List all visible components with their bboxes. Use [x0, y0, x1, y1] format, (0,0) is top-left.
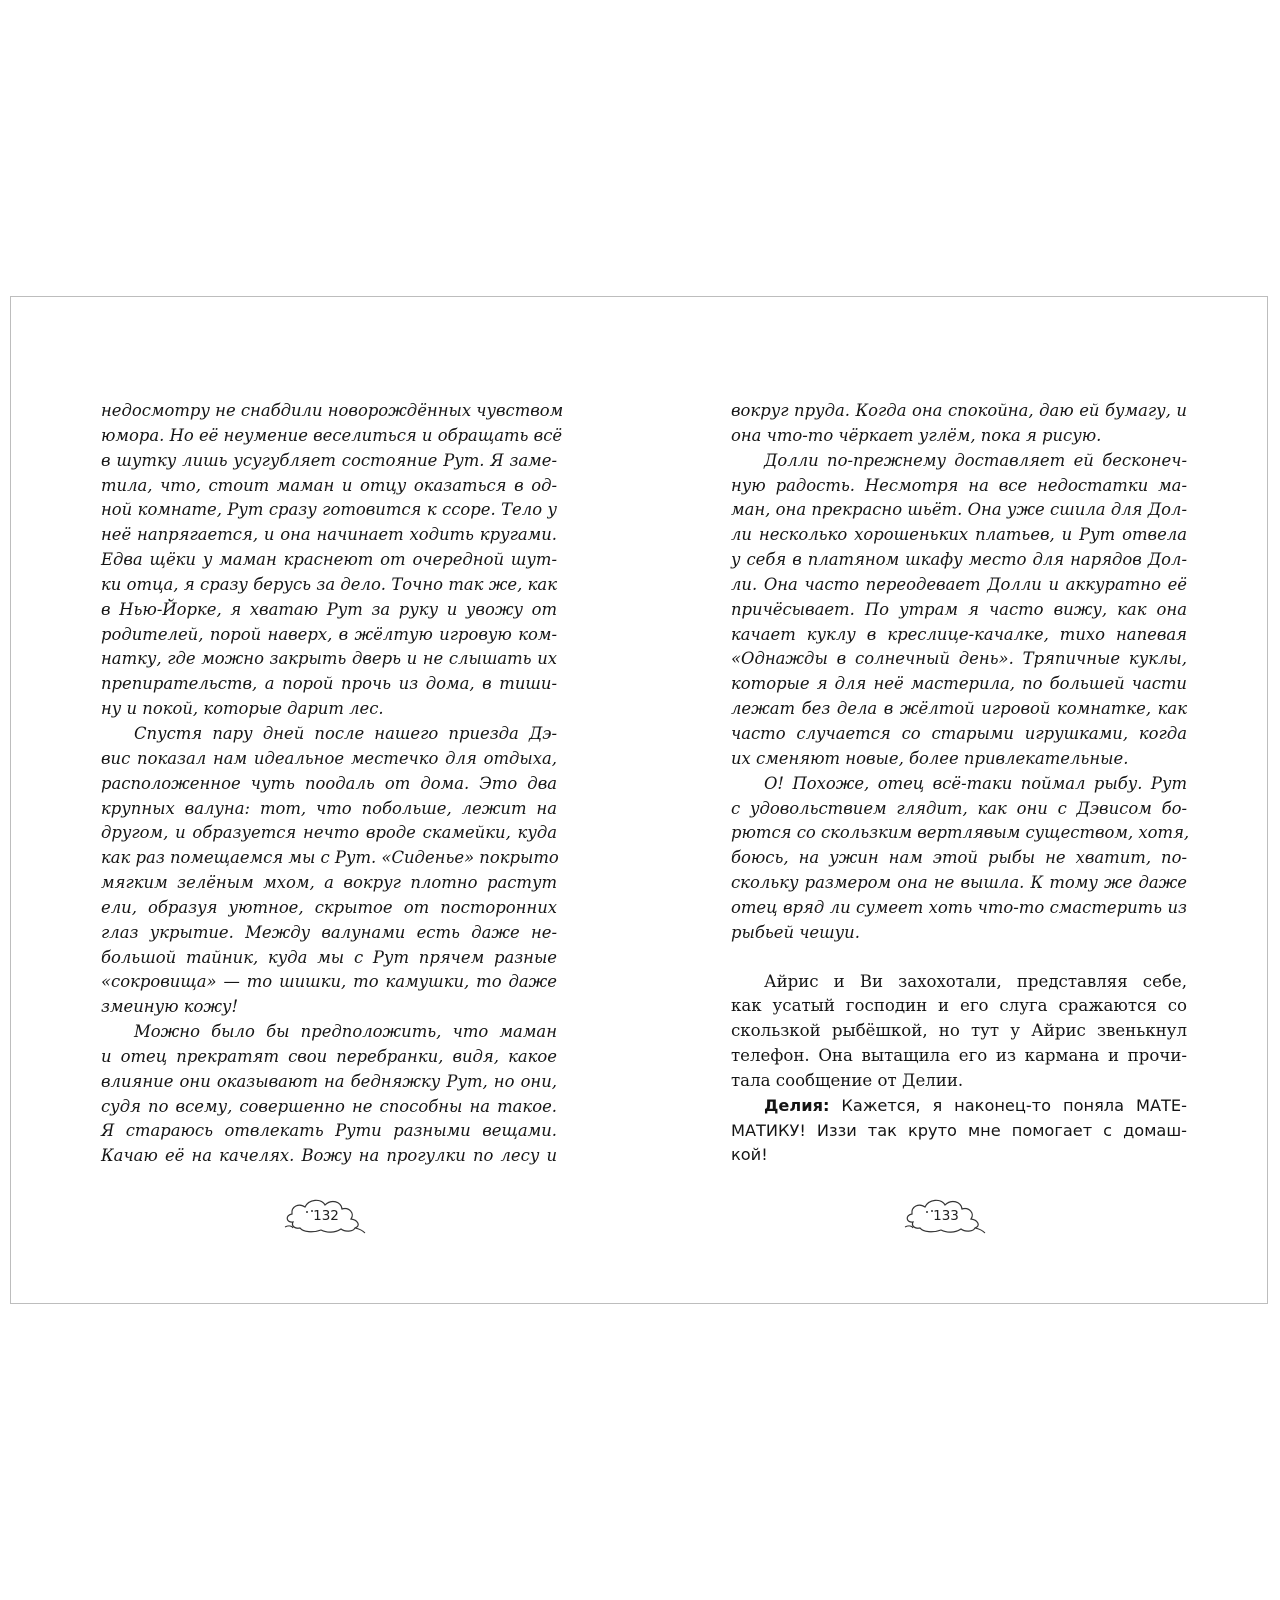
- page-number-ornament: [903, 1195, 989, 1237]
- text-line: и отец прекратят свои перебранки, видя, какое: [101, 1046, 557, 1066]
- paragraph-first-line: Долли по-прежнему доставляет ей бесконеч-: [764, 450, 1187, 470]
- text-line: телефон. Она вытащила его из кармана и прочи-: [731, 1046, 1187, 1066]
- text-line: тила, что, стоит маман и отцу оказаться в од-: [101, 475, 557, 495]
- text-line: судя по всему, совершенно не способны на такое.: [101, 1096, 557, 1116]
- text-line: как раз помещаемся мы с Рут. «Сиденье» покрыто: [101, 848, 559, 868]
- text-line: натку, где можно закрыть дверь и не слышать их: [101, 649, 557, 669]
- text-line: Едва щёки у маман краснеют от очередной шут-: [101, 550, 557, 570]
- text-line: большой тайник, куда мы с Рут прячем разные: [101, 947, 557, 967]
- text-line: мягким зелёным мхом, а вокруг плотно растут: [101, 873, 557, 893]
- text-line: Качаю её на качелях. Вожу на прогулки по лесу и: [101, 1146, 557, 1166]
- text-line: крупных валуна: тот, что побольше, лежит на: [101, 798, 557, 818]
- text-line: качает куклу в креслице-качалке, тихо напевая: [731, 624, 1187, 644]
- right-page: [731, 399, 1190, 1168]
- text-line: отец вряд ли сумеет хоть что-то смастерить из: [731, 897, 1187, 917]
- section-gap: [731, 946, 1187, 970]
- paragraph-first-line: О! Похоже, отец всё-таки поймал рыбу. Рут: [764, 773, 1187, 793]
- text-line: которые я для неё мастерила, по большей части: [731, 674, 1187, 694]
- text-line: ман, она прекрасно шьёт. Она уже сшила для Дол-: [731, 500, 1187, 520]
- text-line: вокруг пруда. Когда она спокойна, даю ей бумагу, и: [731, 401, 1187, 420]
- text-line: ну и покой, которые дарит лес.: [101, 699, 384, 719]
- text-line: вис показал нам идеальное местечко для отдыха,: [101, 748, 557, 768]
- text-line: юмора. Но её неумение веселиться и обращать всё: [101, 425, 563, 445]
- text-line: змеиную кожу!: [101, 997, 239, 1017]
- page-number-ornament: [283, 1195, 369, 1237]
- text-line: ной комнате, Рут сразу готовится к ссоре. Тело у: [101, 500, 557, 520]
- text-line: рыбьей чешуи.: [731, 922, 860, 942]
- text-line: расположенное чуть поодаль от дома. Это два: [101, 773, 557, 793]
- paragraph-first-line: Айрис и Ви захохотали, представляя себе,: [764, 971, 1187, 991]
- text-line: ли несколько хорошеньких платьев, и Рут отвела: [731, 525, 1187, 545]
- text-line: родителей, порой наверх, в жёлтую игровую ком-: [101, 624, 557, 644]
- text-line: Я стараюсь отвлекать Рути разными вещами.: [101, 1121, 557, 1141]
- message-speaker: Делия:: [764, 1095, 830, 1115]
- text-line: скользкой рыбёшкой, но тут у Айрис звенькнул: [731, 1021, 1187, 1041]
- text-line: препирательств, а порой прочь из дома, в тиши-: [101, 674, 557, 694]
- text-line: ли. Она часто переодевает Долли и аккуратно её: [731, 574, 1187, 594]
- page-number: 132: [313, 1208, 339, 1224]
- text-line: неё напрягается, и она начинает ходить кругами.: [101, 525, 557, 545]
- text-line: причёсывает. По утрам я часто вижу, как она: [731, 599, 1187, 619]
- text-line: ки отца, я сразу берусь за дело. Точно так же, как: [101, 574, 557, 594]
- text-line: ели, образуя уютное, скрытое от посторонних: [101, 897, 557, 917]
- paragraph-first-line: Можно было бы предположить, что маман: [134, 1022, 557, 1042]
- text-line: влияние они оказывают на бедняжку Рут, но они,: [101, 1071, 557, 1091]
- text-line: их сменяют новые, более привлекательные.: [731, 748, 1129, 768]
- text-line: у себя в платяном шкафу место для нарядов Дол-: [731, 550, 1187, 570]
- text-line: скольку размером она не вышла. К тому же даже: [731, 873, 1187, 893]
- book-spread: [10, 296, 1268, 1304]
- text-line: глаз укрытие. Между валунами есть даже не-: [101, 922, 557, 942]
- text-line: в Нью-Йорке, я хватаю Рут за руку и увожу от: [101, 599, 557, 619]
- text-line: часто случается со старыми игрушками, когда: [731, 723, 1187, 743]
- message-line: МАТИКУ! Иззи так круто мне помогает с домаш-: [731, 1120, 1187, 1140]
- text-line: как усатый господин и его слуга сражаются со: [731, 996, 1187, 1016]
- left-page: [101, 399, 564, 1169]
- text-line: «Однажды в солнечный день». Тряпичные куклы,: [731, 649, 1187, 669]
- paragraph-first-line: Спустя пару дней после нашего приезда Дэ-: [134, 723, 557, 743]
- text-line: «сокровища» — то шишки, то камушки, то даже: [101, 972, 557, 992]
- page-number: 133: [933, 1208, 959, 1224]
- text-line: боюсь, на ужин нам этой рыбы не хватит, по-: [731, 848, 1187, 868]
- text-line: она что-то чёркает углём, пока я рисую.: [731, 425, 1102, 445]
- text-line: тала сообщение от Делии.: [731, 1070, 964, 1090]
- message-line: кой!: [731, 1145, 768, 1165]
- text-line: ную радость. Несмотря на все недостатки ма-: [731, 475, 1187, 495]
- text-line: лежат без дела в жёлтой игровой комнатке, как: [731, 699, 1187, 719]
- text-line: другом, и образуется нечто вроде скамейки, куда: [101, 823, 557, 843]
- text-line: недосмотру не снабдили новорождённых чувством: [101, 401, 564, 420]
- message-text: Кажется, я наконец-то поняла МАТЕ-: [841, 1095, 1187, 1115]
- text-line: с удовольствием глядит, как они с Дэвисом бо-: [731, 798, 1187, 818]
- text-line: в шутку лишь усугубляет состояние Рут. Я заме-: [101, 450, 557, 470]
- message-first-line: [731, 1094, 1187, 1119]
- text-line: рются со скользким вертлявым существом, хотя,: [731, 823, 1190, 843]
